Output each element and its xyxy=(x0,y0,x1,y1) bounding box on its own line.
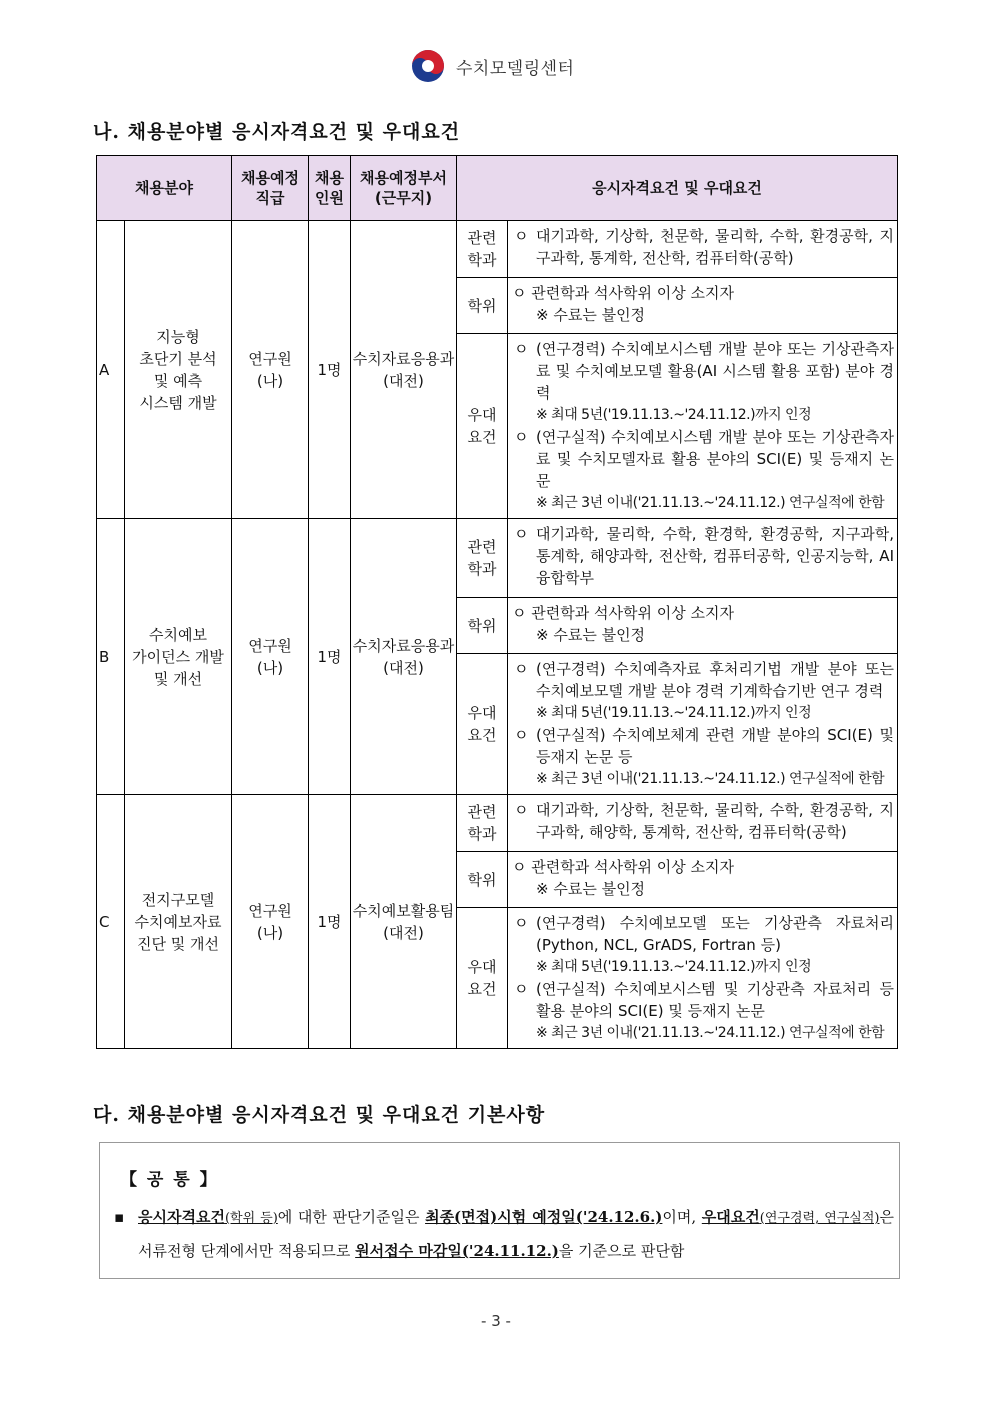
related-label: 관련 학과 xyxy=(457,795,508,852)
related-label: 관련 학과 xyxy=(457,221,508,278)
field-name: 전지구모델 수치예보자료 진단 및 개선 xyxy=(125,795,232,1049)
requirements-table xyxy=(96,155,898,1049)
degree-label: 학위 xyxy=(457,278,508,334)
header-requirements: 응시자격요건 및 우대요건 xyxy=(457,156,898,221)
table-row xyxy=(97,519,898,598)
degree-label: 학위 xyxy=(457,852,508,908)
preference-label: 우대 요건 xyxy=(457,334,508,519)
department: 수치예보활용팀 (대전) xyxy=(351,795,457,1049)
table-header-row xyxy=(97,156,898,221)
preference-label: 우대 요건 xyxy=(457,908,508,1049)
degree-content: ㅇ 관련학과 석사학위 이상 소지자 ※ 수료는 불인정 xyxy=(508,278,898,334)
header-rank: 채용예정 직급 xyxy=(232,156,309,221)
related-content: ㅇ 대기과학, 기상학, 천문학, 물리학, 수학, 환경공학, 지구과학, 해양학, 통계학, 전산학, 컴퓨터학(공학) xyxy=(508,795,898,852)
header-count: 채용 인원 xyxy=(309,156,351,221)
rank: 연구원 (나) xyxy=(232,795,309,1049)
department: 수치자료응용과 (대전) xyxy=(351,221,457,519)
table-row xyxy=(97,221,898,278)
page-number: - 3 - xyxy=(481,1312,511,1330)
bullet-icon: ▪ xyxy=(114,1208,125,1226)
common-heading: 【 공 통 】 xyxy=(120,1170,219,1190)
common-paragraph: ▪ 응시자격요건(학위 등)에 대한 판단기준일은 최종(면접)시험 예정일('24.12.6.)이며, 우대요건(연구경력, 연구실적)은 서류전형 단계에서만 적용되므로 원서접수 마감일('24.11.12.)을 기준으로 판단함 xyxy=(114,1201,894,1268)
field-name: 수치예보 가이던스 개발 및 개선 xyxy=(125,519,232,795)
degree-content: ㅇ 관련학과 석사학위 이상 소지자 ※ 수료는 불인정 xyxy=(508,852,898,908)
department: 수치자료응용과 (대전) xyxy=(351,519,457,795)
headcount: 1명 xyxy=(309,221,351,519)
rank: 연구원 (나) xyxy=(232,221,309,519)
section-title-na: 나. 채용분야별 응시자격요건 및 우대요건 xyxy=(93,121,461,143)
header-field: 채용분야 xyxy=(97,156,232,221)
header-dept: 채용예정부서 (근무지) xyxy=(351,156,457,221)
related-content: ㅇ 대기과학, 물리학, 수학, 환경학, 환경공학, 지구과학, 통계학, 해양과학, 전산학, 컴퓨터공학, 인공지능학, AI융합학부 xyxy=(508,519,898,598)
related-label: 관련 학과 xyxy=(457,519,508,598)
row-code: A xyxy=(97,221,125,519)
preference-content: ㅇ (연구경력) 수치예보모델 또는 기상관측 자료처리(Python, NCL, GrADS, Fortran 등) ※ 최대 5년('19.11.13.~'24.11.12.)까지 인정 ㅇ (연구실적) 수치예보시스템 및 기상관측 자료처리 등 활용 분야의 SCI(E) 및 등재지 논문 ※ 최근 3년 이내('21.11.13.~'24.11.12.) 연구실적에 한함 xyxy=(508,908,898,1049)
row-code: C xyxy=(97,795,125,1049)
headcount: 1명 xyxy=(309,795,351,1049)
rank: 연구원 (나) xyxy=(232,519,309,795)
degree-content: ㅇ 관련학과 석사학위 이상 소지자 ※ 수료는 불인정 xyxy=(508,598,898,654)
preference-content: ㅇ (연구경력) 수치예측자료 후처리기법 개발 분야 또는 수치예보모델 개발 분야 경력 기계학습기반 연구 경력 ※ 최대 5년('19.11.13.~'24.11.12.)까지 인정 ㅇ (연구실적) 수치예보체계 관련 개발 분야의 SCI(E) 및 등재지 논문 등 ※ 최근 3년 이내('21.11.13.~'24.11.12.) 연구실적에 한함 xyxy=(508,654,898,795)
related-content: ㅇ 대기과학, 기상학, 천문학, 물리학, 수학, 환경공학, 지구과학, 통계학, 전산학, 컴퓨터학(공학) xyxy=(508,221,898,278)
government-taegeuk-logo-icon xyxy=(410,48,446,84)
degree-label: 학위 xyxy=(457,598,508,654)
org-name: 수치모델링센터 xyxy=(456,58,575,79)
table-row xyxy=(97,795,898,852)
headcount: 1명 xyxy=(309,519,351,795)
preference-label: 우대 요건 xyxy=(457,654,508,795)
section-title-da: 다. 채용분야별 응시자격요건 및 우대요건 기본사항 xyxy=(93,1104,546,1126)
row-code: B xyxy=(97,519,125,795)
common-box xyxy=(99,1142,900,1279)
field-name: 지능형 초단기 분석 및 예측 시스템 개발 xyxy=(125,221,232,519)
header-logo xyxy=(410,46,574,86)
preference-content: ㅇ (연구경력) 수치예보시스템 개발 분야 또는 기상관측자료 및 수치예보모델 활용(AI 시스템 활용 포함) 분야 경력 ※ 최대 5년('19.11.13.~'24.11.12.)까지 인정 ㅇ (연구실적) 수치예보시스템 개발 분야 또는 기상관측자료 및 수치모델자료 활용 분야의 SCI(E) 및 등재지 논문 ※ 최근 3년 이내('21.11.13.~'24.11.12.) 연구실적에 한함 xyxy=(508,334,898,519)
